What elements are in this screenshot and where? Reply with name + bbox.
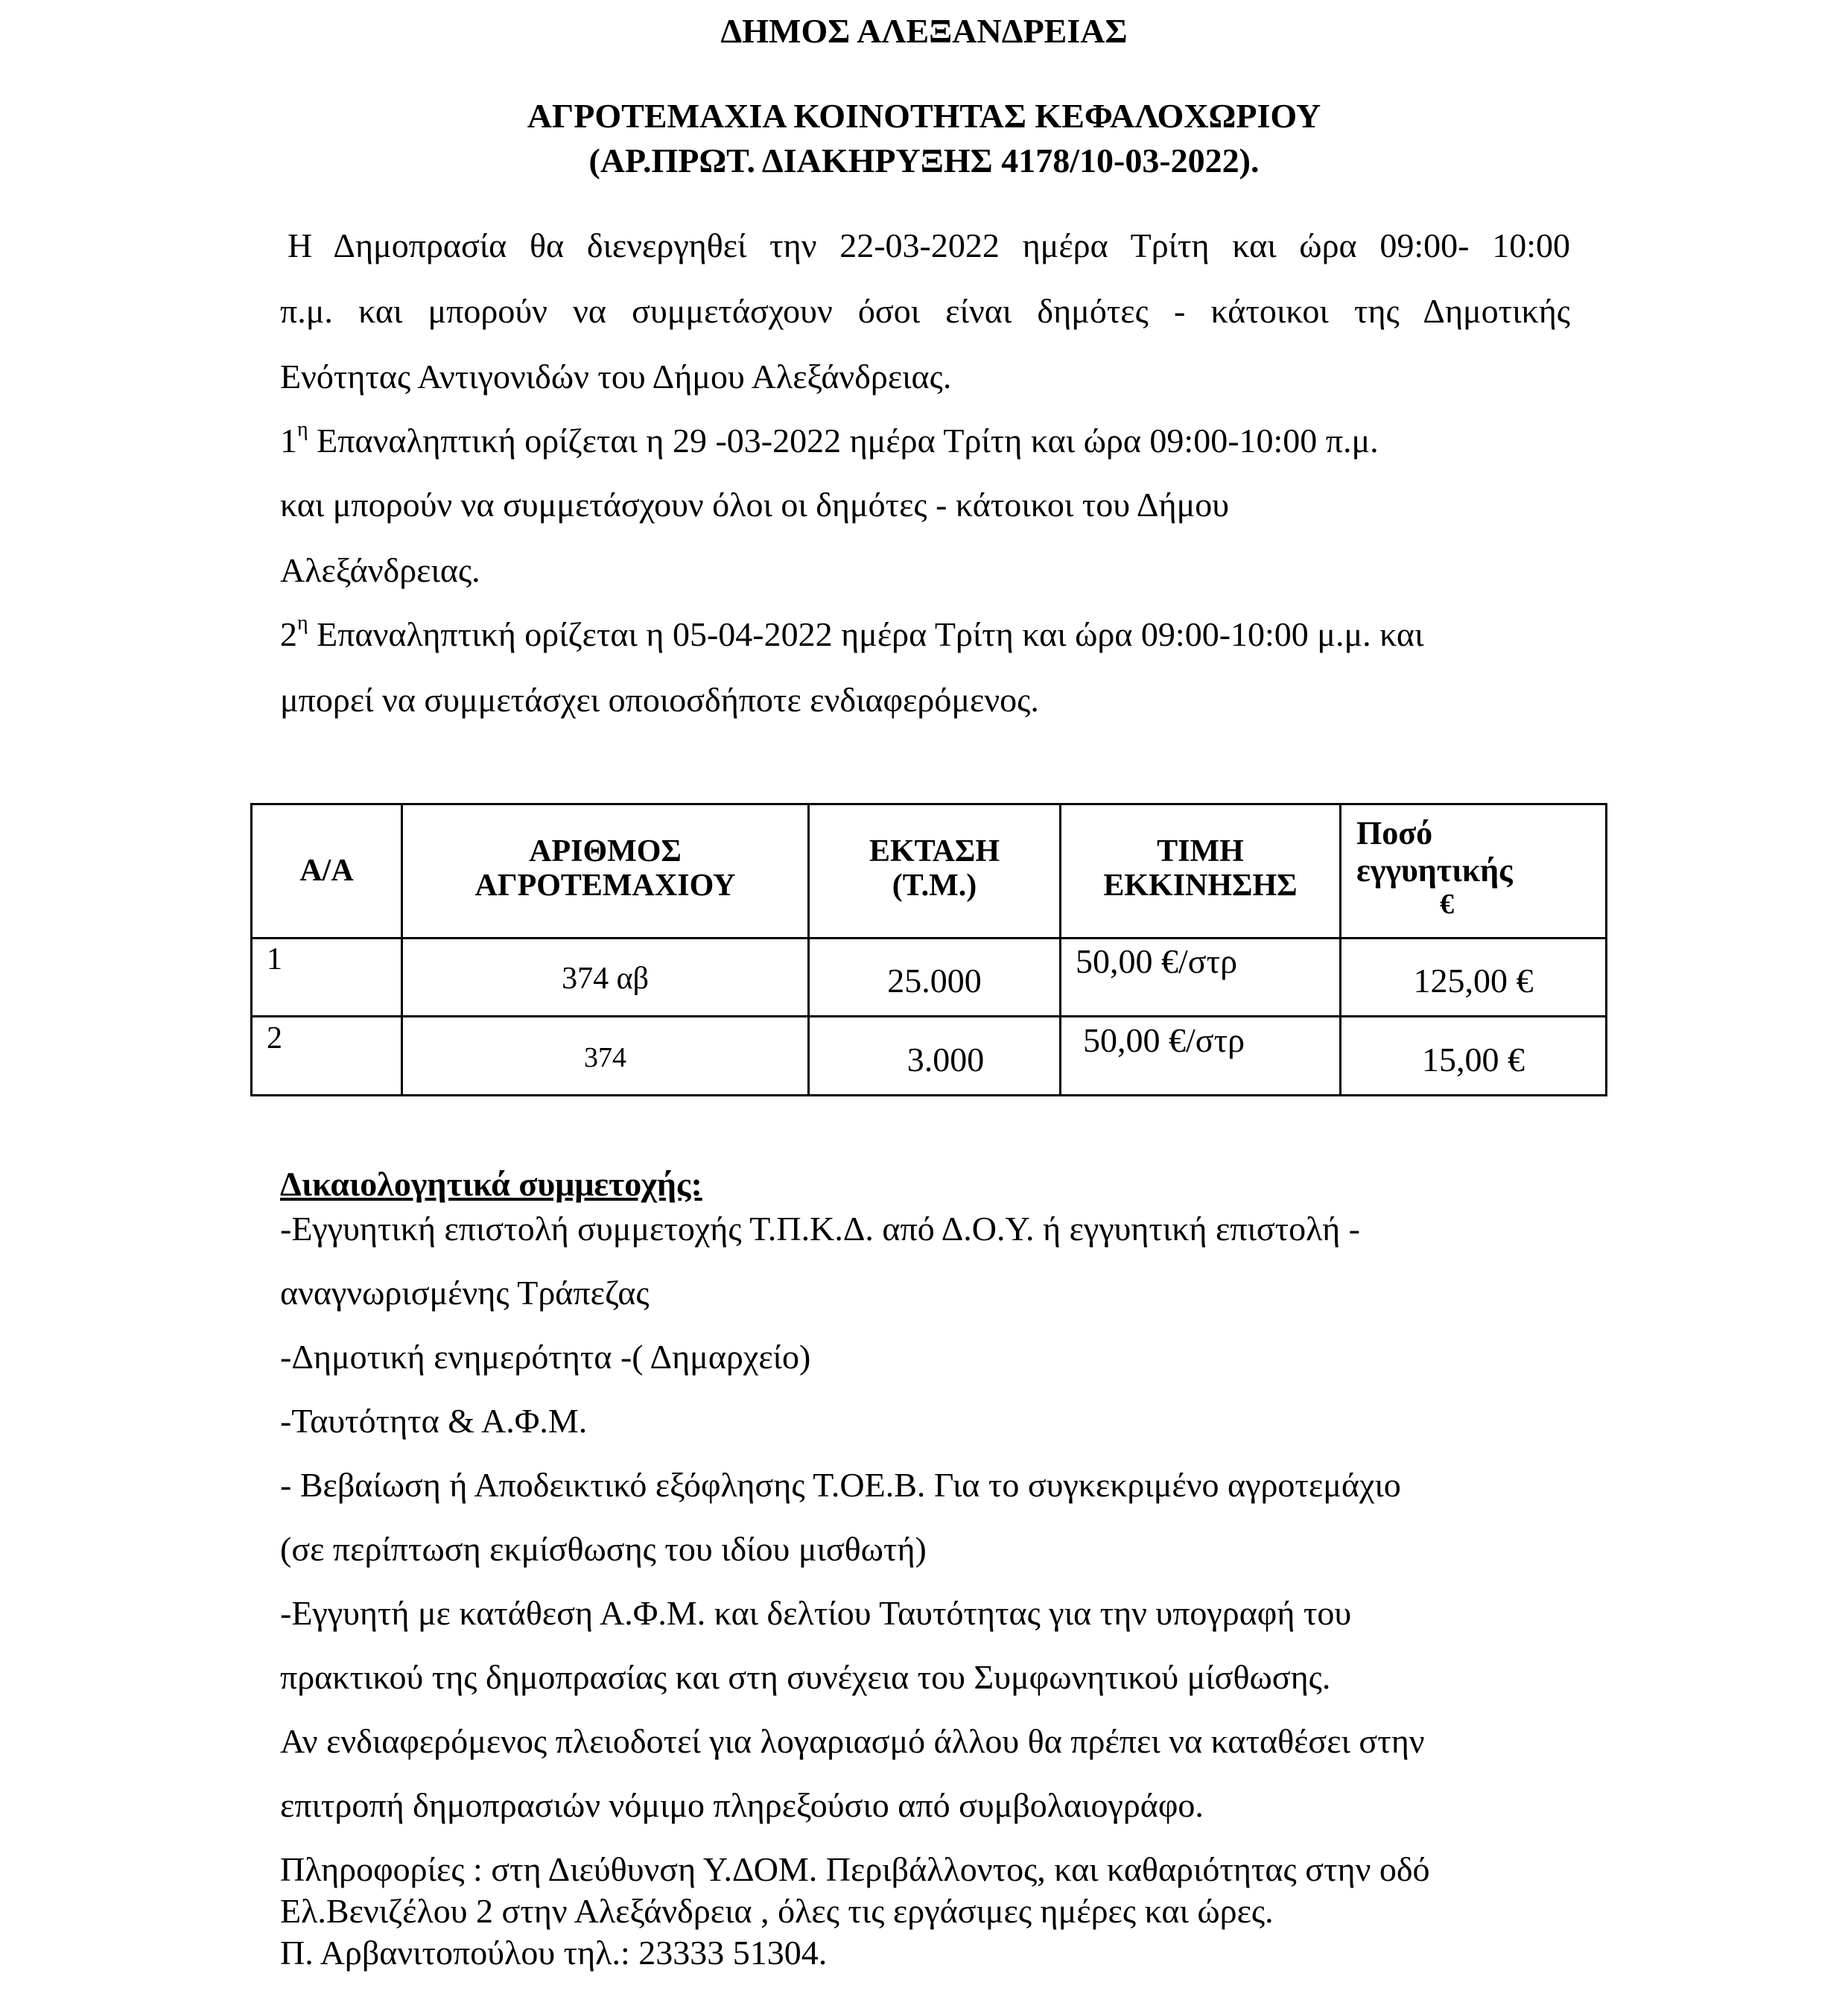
- header-deposit-line-2: εγγυητικής: [1356, 852, 1513, 889]
- table-border-left: [250, 803, 253, 1096]
- requirement-4-line-2: (σε περίπτωση εκμίσθωσης του ιδίου μισθωτή): [280, 1530, 927, 1568]
- header-area: [810, 834, 1059, 903]
- info-line-1: Πληροφορίες : στη Διεύθυνση Υ.ΔΟΜ. Περιβάλλοντος, και καθαριότητας στην οδό: [280, 1850, 1430, 1888]
- repeat2-line-2: μπορεί να συμμετάσχει οποιοσδήποτε ενδιαφερόμενος.: [280, 681, 1039, 719]
- repeat1-line-3: Αλεξάνδρειας.: [280, 551, 480, 589]
- row1-deposit: 125,00 €: [1413, 962, 1534, 1000]
- intro-line-3: Ενότητας Αντιγονιδών του Δήμου Αλεξάνδρειας.: [280, 358, 952, 396]
- row1-price: 50,00 €/στρ: [1076, 942, 1238, 980]
- requirement-1-line-1: -Εγγυητική επιστολή συμμετοχής Τ.Π.Κ.Δ. από Δ.Ο.Υ. ή εγγυητική επιστολή -: [280, 1210, 1360, 1248]
- row1-aa: 1: [267, 942, 282, 977]
- info-line-2: Ελ.Βενιζέλου 2 στην Αλεξάνδρεια , όλες τις εργάσιμες ημέρες και ώρες.: [280, 1892, 1274, 1930]
- header-price-line-2: ΕΚΚΙΝΗΣΗΣ: [1103, 869, 1298, 903]
- municipality-title: ΔΗΜΟΣ ΑΛΕΞΑΝΔΡΕΙΑΣ: [720, 12, 1128, 50]
- requirement-2: -Δημοτική ενημερότητα -( Δημαρχείο): [280, 1338, 811, 1376]
- repeat1-line-2: και μπορούν να συμμετάσχουν όλοι οι δημότες - κάτοικοι του Δήμου: [280, 486, 1230, 524]
- header-deposit: [1341, 815, 1605, 919]
- repeat2-line-1-text: Επαναληπτική ορίζεται η 05-04-2022 ημέρα Τρίτη και ώρα 09:00-10:00 μ.μ. και: [308, 615, 1424, 653]
- header-deposit-line-3: €: [1440, 889, 1454, 920]
- protocol-title: (ΑΡ.ΠΡΩΤ. ΔΙΑΚΗΡΥΞΗΣ 4178/10-03-2022).: [588, 142, 1260, 180]
- repeat2-ordinal: 2: [280, 615, 297, 653]
- table-border-row: [250, 1015, 1607, 1017]
- table-border-right: [1605, 803, 1607, 1096]
- header-aa: Α/Α: [299, 854, 354, 888]
- repeat1-line-1-text: Επαναληπτική ορίζεται η 29 -03-2022 ημέρα Τρίτη και ώρα 09:00-10:00 π.μ.: [308, 422, 1379, 460]
- header-plot-number-line-2: ΑΓΡΟΤΕΜΑΧΙΟΥ: [474, 869, 736, 903]
- subject-title: ΑΓΡΟΤΕΜΑΧΙΑ ΚΟΙΝΟΤΗΤΑΣ ΚΕΦΑΛΟΧΩΡΙΟΥ: [527, 97, 1321, 135]
- proxy-note-line-2: επιτροπή δημοπρασιών νόμιμο πληρεξούσιο από συμβολαιογράφο.: [280, 1786, 1204, 1824]
- header-area-line-2: (Τ.Μ.): [892, 869, 977, 903]
- intro-line-1: Η Δημοπρασία θα διενεργηθεί την 22-03-2022 ημέρα Τρίτη και ώρα 09:00- 10:00: [288, 226, 1570, 264]
- header-price: [1061, 834, 1339, 903]
- plots-table: [250, 803, 1607, 1096]
- requirement-5-line-2: πρακτικού της δημοπρασίας και στη συνέχεια του Συμφωνητικού μίσθωσης.: [280, 1658, 1331, 1696]
- row2-plot: 374: [584, 1042, 626, 1073]
- requirements-heading: Δικαιολογητικά συμμετοχής:: [280, 1165, 702, 1203]
- row2-aa: 2: [267, 1021, 282, 1055]
- requirement-3: -Ταυτότητα & Α.Φ.Μ.: [280, 1402, 588, 1440]
- repeat1-ordinal-suffix: η: [297, 418, 308, 441]
- header-deposit-line-1: Ποσό: [1356, 815, 1433, 851]
- header-price-line-1: ΤΙΜΗ: [1157, 834, 1244, 869]
- row1-plot: 374 αβ: [562, 962, 649, 996]
- header-plot-number-line-1: ΑΡΙΘΜΟΣ: [529, 834, 682, 869]
- header-plot-number: [403, 834, 807, 903]
- repeat1-ordinal: 1: [280, 422, 297, 460]
- repeat1-line-1: [280, 418, 1379, 460]
- table-border-header: [250, 937, 1607, 939]
- row2-deposit: 15,00 €: [1422, 1041, 1525, 1079]
- info-line-3: Π. Αρβανιτοπούλου τηλ.: 23333 51304.: [280, 1934, 828, 1972]
- row2-area: 3.000: [906, 1041, 985, 1079]
- table-border-bottom: [250, 1094, 1607, 1096]
- table-border-top: [250, 803, 1607, 805]
- repeat2-line-1: [280, 612, 1424, 654]
- proxy-note-line-1: Αν ενδιαφερόμενος πλειοδοτεί για λογαριασμό άλλου θα πρέπει να καταθέσει στην: [280, 1722, 1425, 1760]
- header-area-line-1: ΕΚΤΑΣΗ: [869, 834, 1000, 869]
- row2-price: 50,00 €/στρ: [1083, 1021, 1245, 1059]
- requirement-1-line-2: αναγνωρισμένης Τράπεζας: [280, 1274, 650, 1312]
- requirement-4-line-1: - Βεβαίωση ή Αποδεικτικό εξόφλησης Τ.ΟΕ.Β. Για το συγκεκριμένο αγροτεμάχιο: [280, 1466, 1401, 1504]
- requirement-5-line-1: -Εγγυητή με κατάθεση Α.Φ.Μ. και δελτίου Ταυτότητας για την υπογραφή του: [280, 1594, 1352, 1632]
- row1-area: 25.000: [887, 962, 982, 1000]
- intro-line-2: π.μ. και μπορούν να συμμετάσχουν όσοι είναι δημότες - κάτοικοι της Δημοτικής: [280, 292, 1570, 330]
- repeat2-ordinal-suffix: η: [297, 612, 308, 635]
